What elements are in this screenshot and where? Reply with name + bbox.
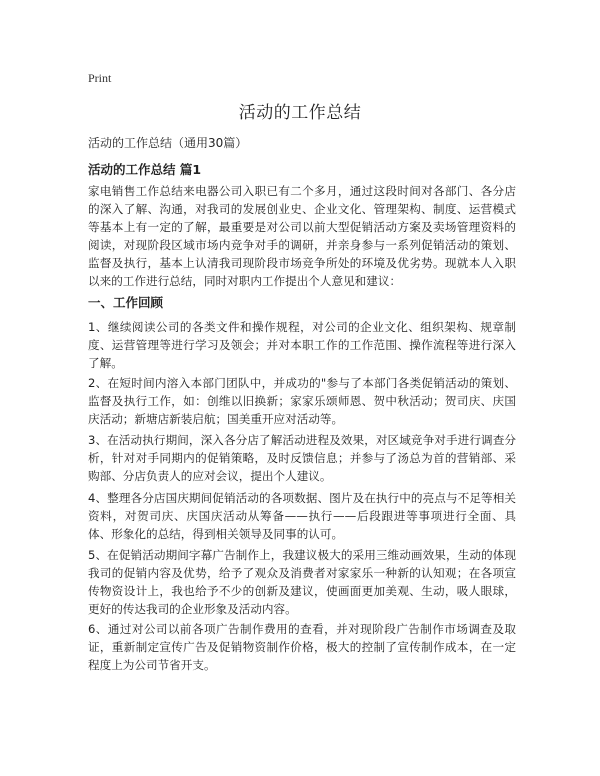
review-item-6: 6、通过对公司以前各项广告制作费用的查看，并对现阶段广告制作市场调查及取证，重新制定宣传广告及促销物资制作价格，极大的控制了宣传制作成本，在一定程度上为公司节省开支。 [88,622,516,672]
review-item-4: 4、整理各分店国庆期间促销活动的各项数据、图片及在执行中的亮点与不足等相关资料，对贺司庆、庆国庆活动从筹备——执行——后段跟进等事项进行全面、具体、形象化的总结，得到相关领导及同事的认可。 [88,491,516,541]
document-subtitle: 活动的工作总结（通用30篇） [88,136,248,150]
review-item-2: 2、在短时间内溶入本部门团队中，并成功的"参与了本部门各类促销活动的策划、监督及执行工作，如：创维以旧换新；家家乐颂师恩、贺中秋活动；贺司庆、庆国庆活动；新塘店新装启航；国美重开应对活动等。 [88,376,516,426]
section-heading: 活动的工作总结 篇1 [88,162,202,177]
review-item-5: 5、在促销活动期间字幕广告制作上，我建议极大的采用三维动画效果，生动的体现我司的促销内容及优势，给予了观众及消费者对家家乐一种新的认知观；在各项宣传物资设计上，我也给予不少的创新及建议，使画面更加美观、生动，吸人眼球，更好的传达我司的企业形象及活动内容。 [88,548,516,616]
document-title: 活动的工作总结 [238,103,362,123]
review-item-3: 3、在活动执行期间，深入各分店了解活动进程及效果，对区域竞争对手进行调查分析，针对对手同期内的促销策略，及时反馈信息；并参与了汤总为首的营销部、采购部、分店负责人的应对会议，提出个人建议。 [88,433,516,483]
work-review-heading: 一、工作回顾 [88,295,164,310]
intro-paragraph: 家电销售工作总结来电器公司入职已有二个多月，通过这段时间对各部门、各分店的深入了解、沟通，对我司的发展创业史、企业文化、管理架构、制度、运营模式等基本上有一定的了解，最重要是对公司以前大型促销活动方案及卖场管理资料的阅读，对现阶段区域市场内竞争对手的调研，并亲身参与一系列促销活动的策划、监督及执行，基本上认清我司现阶段市场竞争所处的环境及优劣势。现就本人入职以来的工作进行总结，同时对职内工作提出个人意见和建议： [88,184,516,288]
review-item-1: 1、继续阅读公司的各类文件和操作规程，对公司的企业文化、组织架构、规章制度、运营管理等进行学习及领会；并对本职工作的工作范围、操作流程等进行深入了解。 [88,320,516,370]
print-link[interactable]: Print [88,71,112,85]
